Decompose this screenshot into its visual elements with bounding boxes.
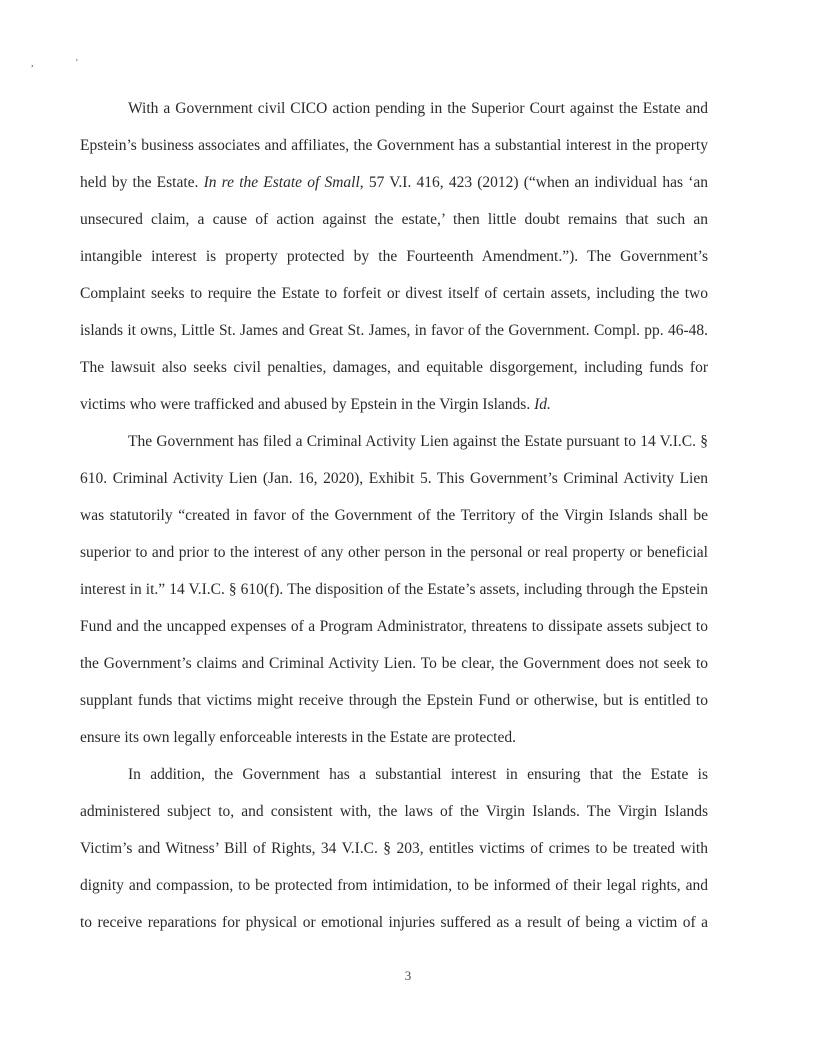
paragraph-bill-of-rights <box>80 756 708 941</box>
citation-italic: In re the Estate of Small <box>203 174 360 191</box>
paragraph-civil-cico-action <box>80 90 708 423</box>
text-run: , 57 V.I. 416, 423 (2012) (“when an individual has ‘an unsecured claim, a cause of action against the estate,’ then little doubt remains that such an intangible interest is property protected by the Fourteenth Amendment.”). The Government’s Complaint seeks to require the Estate to forfeit or divest itself of certain assets, including the two islands it owns, Little St. James and Great St. James, in favor of the Government. Compl. pp. 46-48. The lawsuit also seeks civil penalties, damages, and equitable disgorgement, including funds for victims who were trafficked and abused by Epstein in the Virgin Islands. <box>80 174 709 413</box>
body-text <box>80 90 708 941</box>
text-run: The Government has filed a Criminal Activity Lien against the Estate pursuant to 14 V.I.C. § 610. Criminal Activity Lien (Jan. 16, 2020), Exhibit 5. This Government’s Criminal Activity Lien was statutorily “created in favor of the Government of the Territory of the Virgin Islands shall be superior to and prior to the interest of any other person in the personal or real property or beneficial interest in it.” 14 V.I.C. § 610(f). The disposition of the Estate’s assets, including through the Epstein Fund and the uncapped expenses of a Program Administrator, threatens to dissipate assets subject to the Government’s claims and Criminal Activity Lien. To be clear, the Government does not seek to supplant funds that victims might receive through the Epstein Fund or otherwise, but is entitled to ensure its own legally enforceable interests in the Estate are protected. <box>80 433 708 746</box>
citation-italic: Id. <box>534 396 551 413</box>
page-number: 3 <box>404 968 412 983</box>
margin-mark: , <box>31 58 34 69</box>
margin-mark: ' <box>76 58 78 69</box>
text-run: In addition, the Government has a substantial interest in ensuring that the Estate is administered subject to, and consistent with, the laws of the Virgin Islands. The Virgin Islands Victim’s and Witness’ Bill of Rights, 34 V.I.C. § 203, entitles victims of crimes to be treated with dignity and compassion, to be protected from intimidation, to be informed of their legal rights, and to receive reparations for physical or emotional injuries suffered as a result of being a victim of a <box>80 766 708 931</box>
text-run: With a Government civil CICO action pending in the Superior Court against the Estate and Epstein’s business associates and affiliates, the Government has a substantial interest in the property held by the Estate. <box>80 100 708 191</box>
margin-marks <box>31 58 78 69</box>
paragraph-criminal-activity-lien <box>80 423 708 756</box>
